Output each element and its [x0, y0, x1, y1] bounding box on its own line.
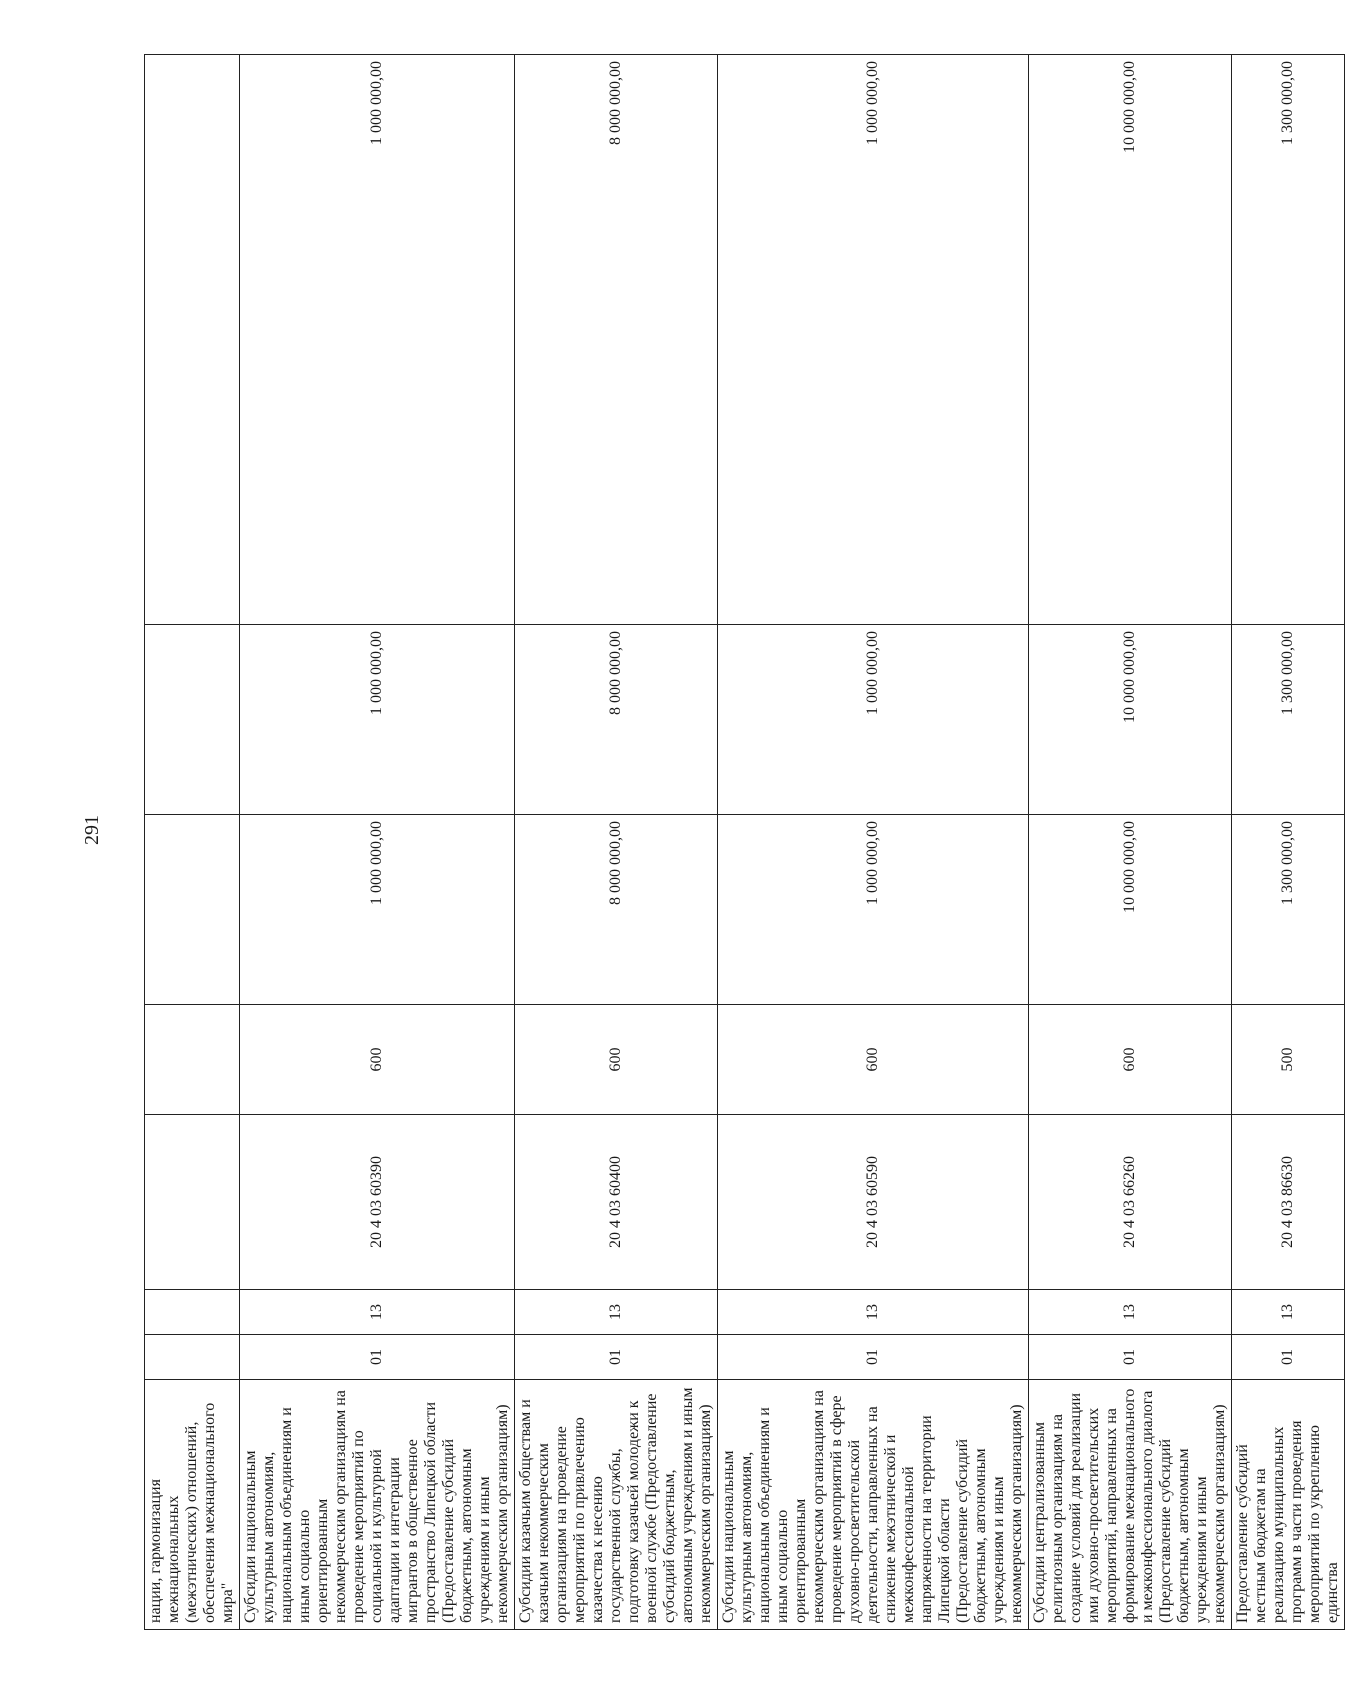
- target-code: 20 4 03 66260: [1029, 1115, 1232, 1290]
- amount-2: [145, 625, 240, 815]
- amount-3: 1 300 000,00: [1232, 55, 1345, 625]
- section-code: 01: [1029, 1335, 1232, 1380]
- amount-2: 8 000 000,00: [515, 625, 718, 815]
- budget-table: [144, 54, 1345, 1630]
- row-description: Предоставление субсидий местным бюджетам на реализацию муниципальных программ в части проведения мероприятий по укреплению единства: [1232, 1380, 1345, 1630]
- expense-type-code: 500: [1232, 1005, 1345, 1115]
- page-number: 291: [81, 815, 103, 845]
- target-code: 20 4 03 60390: [240, 1115, 515, 1290]
- section-code: 01: [240, 1335, 515, 1380]
- amount-1: 10 000 000,00: [1029, 815, 1232, 1005]
- table-row: [240, 55, 515, 1630]
- row-description: Субсидии национальным культурным автономиям, национальным объединениям и иным социально ориентированным некоммерческим организациям на проведение мероприятий по социальной и культурной адаптации и интеграции мигрантов в общественное пространство Липецкой области (Предоставление субсидий бюджетным, автономным учреждениям и иным некоммерческим организациям): [240, 1380, 515, 1630]
- section-code: 01: [1232, 1335, 1345, 1380]
- amount-3: [145, 55, 240, 625]
- amount-1: 1 300 000,00: [1232, 815, 1345, 1005]
- amount-3: 10 000 000,00: [1029, 55, 1232, 625]
- row-description: Субсидии централизованным религиозным организациям на создание условий для реализации ими духовно-просветительских мероприятий, направленных на формирование межнационального и межконфессионального диалога (Предоставление субсидий бюджетным, автономным учреждениям и иным некоммерческим организациям): [1029, 1380, 1232, 1630]
- expense-type-code: 600: [515, 1005, 718, 1115]
- table-row: [1029, 55, 1232, 1630]
- amount-2: 1 300 000,00: [1232, 625, 1345, 815]
- subsection-code: 13: [1232, 1290, 1345, 1335]
- table-row: [1232, 55, 1345, 1630]
- budget-table-container: [144, 55, 1341, 1630]
- section-code: [145, 1335, 240, 1380]
- subsection-code: 13: [1029, 1290, 1232, 1335]
- row-description: Субсидии национальным культурным автономиям, национальным объединениям и иным социально ориентированным некоммерческим организациям на проведение мероприятий в сфере духовно-просветительской деятельности, направленных на снижение межэтнической и межконфессиональной напряженности на территории Липецкой области (Предоставление субсидий бюджетным, автономным учреждениям и иным некоммерческим организациям): [718, 1380, 1029, 1630]
- section-code: 01: [515, 1335, 718, 1380]
- subsection-code: 13: [240, 1290, 515, 1335]
- table-row: [718, 55, 1029, 1630]
- subsection-code: 13: [515, 1290, 718, 1335]
- amount-1: 1 000 000,00: [718, 815, 1029, 1005]
- row-description: нации, гармонизация межнациональных (межэтнических) отношений, обеспечения межнационального мира": [145, 1380, 240, 1630]
- expense-type-code: 600: [718, 1005, 1029, 1115]
- amount-3: 1 000 000,00: [718, 55, 1029, 625]
- table-row: [515, 55, 718, 1630]
- amount-1: 1 000 000,00: [240, 815, 515, 1005]
- subsection-code: [145, 1290, 240, 1335]
- section-code: 01: [718, 1335, 1029, 1380]
- amount-2: 1 000 000,00: [718, 625, 1029, 815]
- amount-2: 10 000 000,00: [1029, 625, 1232, 815]
- amount-2: 1 000 000,00: [240, 625, 515, 815]
- table-row: [145, 55, 240, 1630]
- amount-3: 1 000 000,00: [240, 55, 515, 625]
- expense-type-code: 600: [240, 1005, 515, 1115]
- amount-3: 8 000 000,00: [515, 55, 718, 625]
- expense-type-code: [145, 1005, 240, 1115]
- target-code: 20 4 03 86630: [1232, 1115, 1345, 1290]
- target-code: [145, 1115, 240, 1290]
- target-code: 20 4 03 60400: [515, 1115, 718, 1290]
- amount-1: [145, 815, 240, 1005]
- target-code: 20 4 03 60590: [718, 1115, 1029, 1290]
- expense-type-code: 600: [1029, 1005, 1232, 1115]
- row-description: Субсидии казачьим обществам и казачьим некоммерческим организациям на проведение мероприятий по привлечению казачества к несению государственной службы, подготовку казачьей молодежи к военной службе (Предоставление субсидий бюджетным, автономным учреждениям и иным некоммерческим организациям): [515, 1380, 718, 1630]
- amount-1: 8 000 000,00: [515, 815, 718, 1005]
- subsection-code: 13: [718, 1290, 1029, 1335]
